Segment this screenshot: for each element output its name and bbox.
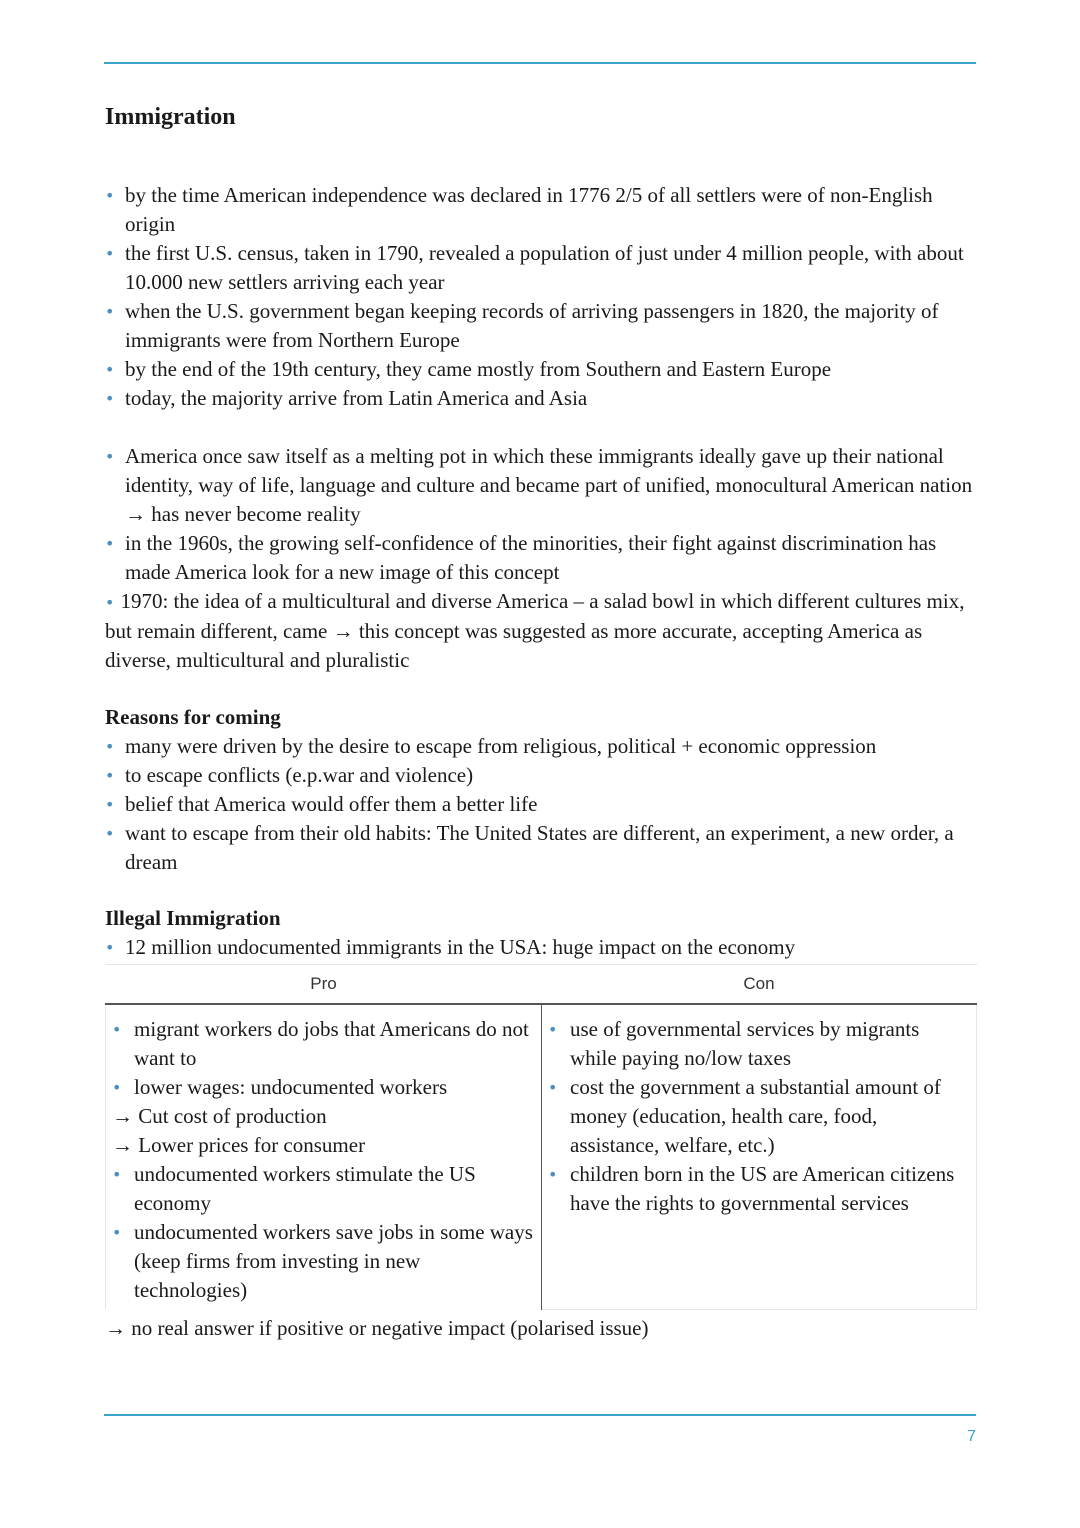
con-item: • children born in the US are American citizens have the rights to governmental services: [548, 1160, 970, 1218]
pro-subitem: → Lower prices for consumer: [112, 1133, 366, 1157]
pro-item: • undocumented workers save jobs in some ways (keep firms from investing in new technologies): [112, 1218, 535, 1305]
bottom-rule: [104, 1414, 976, 1416]
page-number: 7: [967, 1428, 976, 1445]
salad-bowl-text: 1970: the idea of a multicultural and diverse America – a salad bowl in which different cultures mix, but remain different, came → this concept was suggested as more accurate, accepting America as diverse, multicultural and pluralistic: [105, 589, 965, 672]
pro-item: • lower wages: undocumented workers: [112, 1073, 535, 1102]
list-item: • when the U.S. government began keeping records of arriving passengers in 1820, the majority of immigrants were from Northern Europe: [105, 297, 977, 355]
con-item: • use of governmental services by migrants while paying no/low taxes: [548, 1015, 970, 1073]
page-title: Immigration: [105, 104, 236, 130]
list-item: • today, the majority arrive from Latin America and Asia: [105, 384, 977, 413]
list-item: • America once saw itself as a melting pot in which these immigrants ideally gave up their national identity, way of life, language and culture and became part of unified, monocultural American nation → has never become reality: [105, 442, 977, 529]
reasons-heading: Reasons for coming: [105, 705, 281, 729]
list-item: • 12 million undocumented immigrants in the USA: huge impact on the economy: [105, 933, 977, 962]
reasons-list: [105, 732, 977, 877]
con-item: • cost the government a substantial amount of money (education, health care, food, assistance, welfare, etc.): [548, 1073, 970, 1160]
pro-con-table: [105, 964, 977, 1310]
list-item: • by the time American independence was declared in 1776 2/5 of all settlers were of non-English origin: [105, 181, 977, 239]
concept-list: [105, 442, 977, 587]
page-content: [105, 100, 977, 1364]
list-item: • want to escape from their old habits: The United States are different, an experiment, a new order, a dream: [105, 819, 977, 877]
top-rule: [104, 62, 976, 64]
list-item: • in the 1960s, the growing self-confidence of the minorities, their fight against discrimination has made America look for a new image of this concept: [105, 529, 977, 587]
illegal-list: [105, 933, 977, 962]
pro-cell: [106, 1004, 542, 1309]
pro-subitem: → Cut cost of production: [112, 1104, 327, 1128]
list-item: • to escape conflicts (e.p.war and violence): [105, 761, 977, 790]
list-item: • the first U.S. census, taken in 1790, revealed a population of just under 4 million people, with about 10.000 new settlers arriving each year: [105, 239, 977, 297]
con-cell: [542, 1004, 977, 1309]
con-header: Con: [542, 965, 977, 1005]
list-item: • belief that America would offer them a better life: [105, 790, 977, 819]
list-item: • many were driven by the desire to escape from religious, political + economic oppression: [105, 732, 977, 761]
pro-item: • migrant workers do jobs that Americans do not want to: [112, 1015, 535, 1073]
conclusion: → no real answer if positive or negative impact (polarised issue): [105, 1315, 649, 1340]
bullet-icon: •: [105, 593, 115, 612]
history-list: [105, 181, 977, 413]
list-item: • by the end of the 19th century, they came mostly from Southern and Eastern Europe: [105, 355, 977, 384]
salad-bowl-paragraph: [105, 587, 977, 675]
illegal-heading: Illegal Immigration: [105, 906, 281, 930]
pro-header: Pro: [106, 965, 542, 1005]
pro-item: • undocumented workers stimulate the US economy: [112, 1160, 535, 1218]
